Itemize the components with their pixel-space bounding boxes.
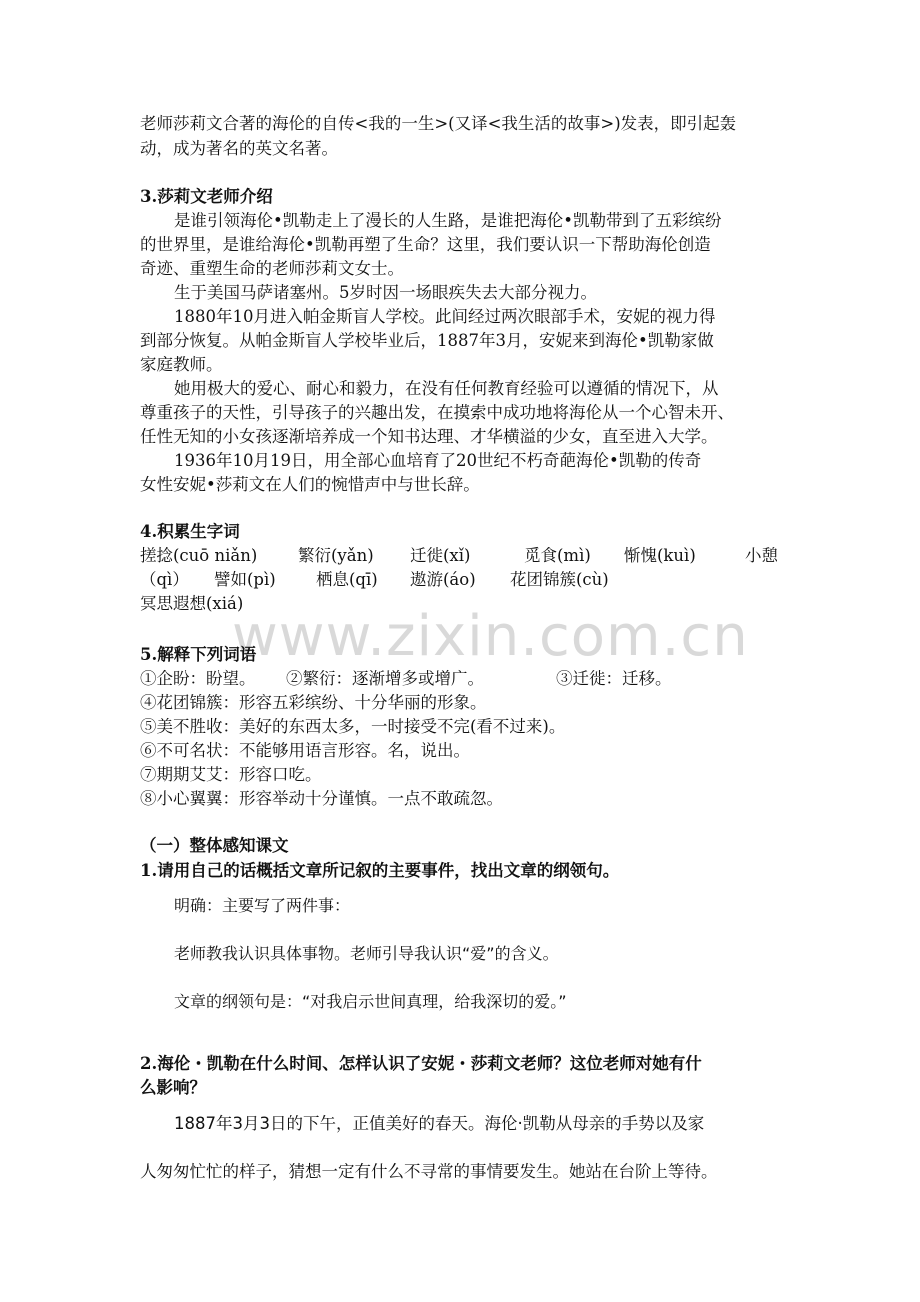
sec3-line: 她用极大的爱心、耐心和毅力，在没有任何教育经验可以遵循的情况下，从 bbox=[174, 379, 719, 398]
vocab-word: 栖息(qī) bbox=[316, 570, 378, 589]
vocab-word: 遨游(áo) bbox=[410, 570, 476, 589]
paragraph-line: 人匆匆忙忙的样子，猜想一定有什么不寻常的事情要发生。她站在台阶上等待。 bbox=[140, 1162, 718, 1181]
section-3-heading: 3.莎莉文老师介绍 bbox=[140, 187, 273, 206]
sec3-line: 1936年10月19日，用全部心血培育了20世纪不朽奇葩海伦•凯勒的传奇 bbox=[174, 451, 702, 470]
vocab-word: 觅食(mì) bbox=[524, 546, 591, 565]
vocab-word: （qì） bbox=[140, 570, 189, 589]
part-1-heading: （一）整体感知课文 bbox=[140, 836, 289, 855]
sec3-line: 家庭教师。 bbox=[140, 355, 223, 374]
definition-item: ⑤美不胜收：美好的东西太多，一时接受不完(看不过来)。 bbox=[140, 717, 566, 736]
intro-line-2: 动，成为著名的英文名著。 bbox=[140, 139, 338, 158]
sec3-line: 到部分恢复。从帕金斯盲人学校毕业后，1887年3月，安妮来到海伦•凯勒家做 bbox=[140, 331, 714, 350]
watermark: www.zixin.com.cn bbox=[232, 604, 749, 669]
intro-line-1: 老师莎莉文合著的海伦的自传<我的一生>(又译<我生活的故事>)发表，即引起轰 bbox=[140, 114, 737, 133]
vocab-word: 小憩 bbox=[745, 546, 778, 565]
vocab-word: 繁衍(yǎn) bbox=[298, 546, 374, 565]
definition-item: ⑧小心翼翼：形容举动十分谨慎。一点不敢疏忽。 bbox=[140, 789, 503, 808]
definition-item: ①企盼：盼望。 bbox=[140, 669, 256, 688]
definition-item: ④花团锦簇：形容五彩缤纷、十分华丽的形象。 bbox=[140, 693, 487, 712]
vocab-word: 冥思遐想(xiá) bbox=[140, 594, 244, 613]
sec3-line: 任性无知的小女孩逐渐培养成一个知书达理、才华横溢的少女，直至进入大学。 bbox=[140, 427, 718, 446]
definition-item: ②繁衍：逐渐增多或增广。 bbox=[286, 669, 484, 688]
sec3-line: 奇迹、重塑生命的老师莎莉文女士。 bbox=[140, 259, 404, 278]
sec3-line: 女性安妮•莎莉文在人们的惋惜声中与世长辞。 bbox=[140, 475, 480, 494]
answer-line: 老师教我认识具体事物。老师引导我认识“爱”的含义。 bbox=[174, 944, 559, 963]
section-5-heading: 5.解释下列词语 bbox=[140, 645, 257, 664]
answer-line: 明确：主要写了两件事： bbox=[174, 896, 351, 915]
definition-item: ⑦期期艾艾：形容口吃。 bbox=[140, 765, 322, 784]
question-2-cont: 么影响？ bbox=[140, 1078, 206, 1097]
question-1: 1.请用自己的话概括文章所记叙的主要事件，找出文章的纲领句。 bbox=[140, 861, 620, 880]
vocab-word: 花团锦簇(cù) bbox=[510, 570, 609, 589]
definition-item: ⑥不可名状：不能够用语言形容。名，说出。 bbox=[140, 741, 470, 760]
vocab-word: 迁徙(xǐ) bbox=[410, 546, 471, 565]
section-4-heading: 4.积累生字词 bbox=[140, 522, 240, 541]
vocab-word: 惭愧(kuì) bbox=[624, 546, 696, 565]
paragraph-line: 1887年3月3日的下午，正值美好的春天。海伦·凯勒从母亲的手势以及家 bbox=[174, 1114, 705, 1133]
sec3-line: 生于美国马萨诸塞州。5岁时因一场眼疾失去大部分视力。 bbox=[174, 283, 597, 302]
sec3-line: 1880年10月进入帕金斯盲人学校。此间经过两次眼部手术，安妮的视力得 bbox=[174, 307, 716, 326]
question-2: 2.海伦・凯勒在什么时间、怎样认识了安妮・莎莉文老师？这位老师对她有什 bbox=[140, 1054, 702, 1073]
vocab-word: 譬如(pì) bbox=[214, 570, 276, 589]
vocab-word: 搓捻(cuō niǎn) bbox=[140, 546, 258, 565]
answer-line: 文章的纲领句是：“对我启示世间真理，给我深切的爱。” bbox=[174, 992, 567, 1011]
sec3-line: 的世界里，是谁给海伦•凯勒再塑了生命？这里，我们要认识一下帮助海伦创造 bbox=[140, 235, 711, 254]
sec3-line: 尊重孩子的天性，引导孩子的兴趣出发，在摸索中成功地将海伦从一个心智未开、 bbox=[140, 403, 734, 422]
definition-item: ③迁徙：迁移。 bbox=[556, 669, 672, 688]
sec3-line: 是谁引领海伦•凯勒走上了漫长的人生路，是谁把海伦•凯勒带到了五彩缤纷 bbox=[174, 211, 722, 230]
